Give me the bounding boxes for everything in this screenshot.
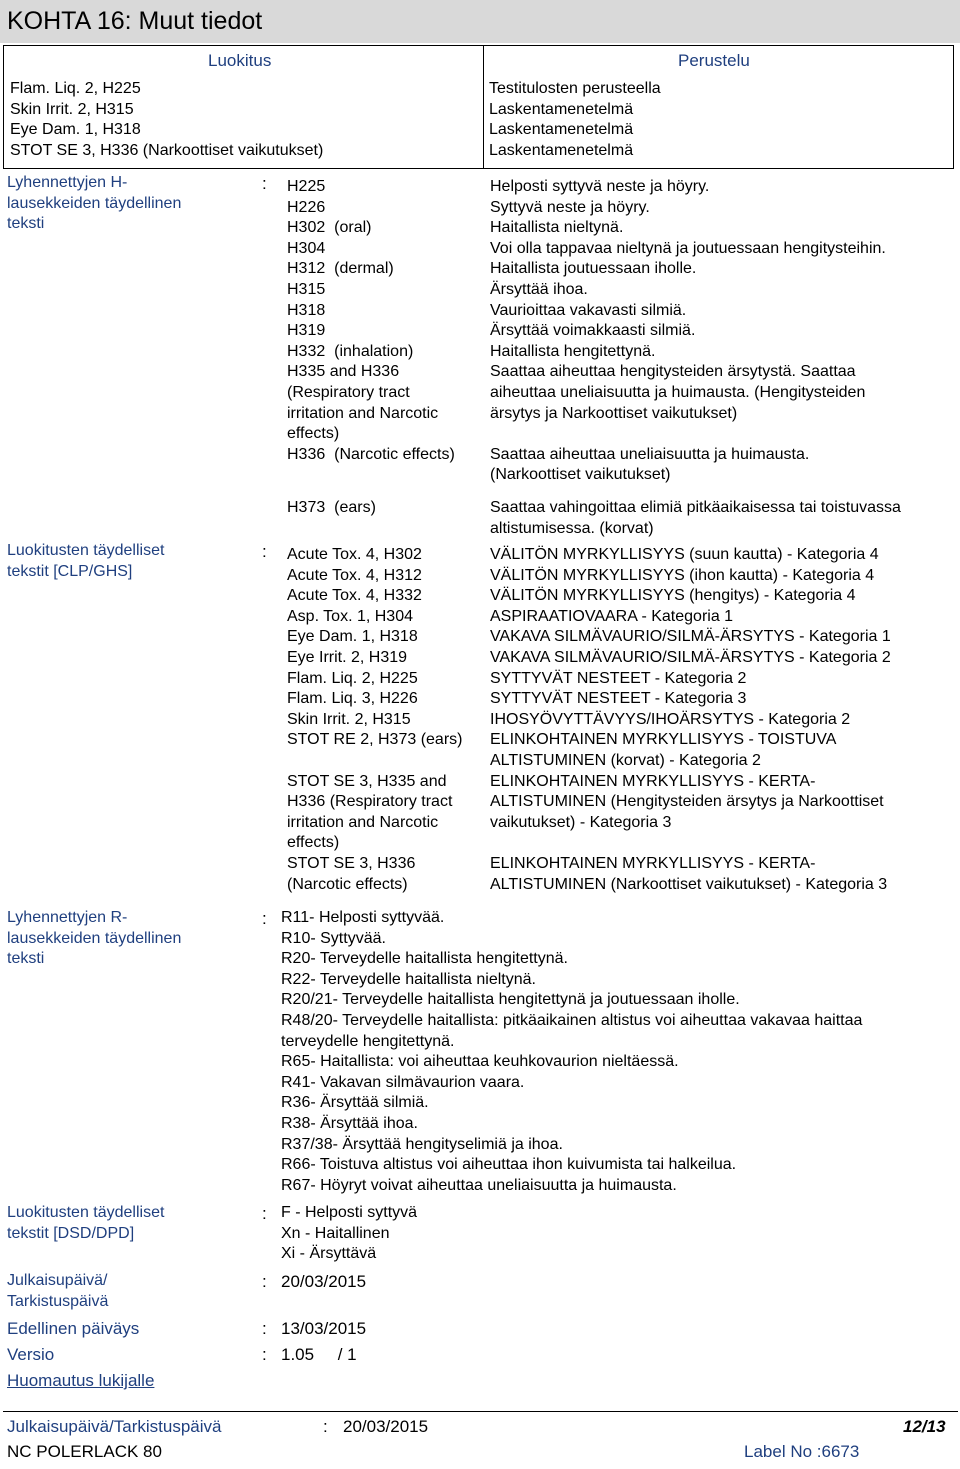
- r-phrase: R48/20- Terveydelle haitallista: pitkäaikainen altistus voi aiheuttaa vakavaa haittaa: [281, 1011, 863, 1029]
- footer-issue-label: Julkaisupäivä/Tarkistuspäivä: [7, 1417, 222, 1436]
- section-title: KOHTA 16: Muut tiedot: [7, 7, 263, 35]
- item-code: [287, 445, 455, 466]
- item-description: [490, 648, 891, 669]
- item-code-line: Acute Tox. 4, H302: [287, 546, 422, 563]
- product-name: NC POLERLACK 80: [7, 1442, 162, 1461]
- item-description: [490, 689, 746, 710]
- item-description: [490, 445, 809, 486]
- item-code: [287, 689, 418, 710]
- item-description: [490, 342, 655, 363]
- item-code: [287, 218, 371, 239]
- item-code: [287, 321, 325, 342]
- item-description: [490, 301, 686, 322]
- item-description-line: Helposti syttyvä neste ja höyry.: [490, 178, 710, 195]
- item-description-line: Vaurioittaa vakavasti silmiä.: [490, 301, 687, 319]
- item-description: [490, 280, 588, 301]
- version-label: Versio: [7, 1345, 55, 1364]
- previous-date-value: 13/03/2015: [281, 1319, 367, 1338]
- item-code: [287, 301, 325, 322]
- table-cell: Eye Dam. 1, H318: [10, 121, 141, 139]
- item-code-line: Flam. Liq. 3, H226: [287, 690, 418, 708]
- separator-colon: :: [262, 174, 267, 193]
- h-statements-label: [7, 173, 181, 235]
- item-description: [490, 730, 836, 771]
- item-code-line: STOT RE 2, H373 (ears): [287, 731, 463, 749]
- item-code: [287, 342, 413, 363]
- label-line: lausekkeiden täydellinen: [7, 194, 182, 212]
- item-code-line: H336 (Narcotic effects): [287, 445, 455, 463]
- item-code: [287, 566, 422, 587]
- item-code: [287, 586, 422, 607]
- table-cell: Skin Irrit. 2, H315: [10, 100, 134, 118]
- table-cell: Laskentamenetelmä: [489, 100, 634, 118]
- label-line: teksti: [7, 950, 45, 968]
- header-classification: Luokitus: [208, 51, 272, 70]
- item-code-line: H302 (oral): [287, 219, 372, 237]
- item-description-line: vaikutukset) - Kategoria 3: [490, 813, 672, 831]
- label-line: Luokitusten täydelliset: [7, 1204, 165, 1221]
- item-description: [490, 362, 865, 424]
- item-description: [490, 669, 746, 690]
- item-description-line: aiheuttaa uneliaisuutta ja huimausta. (Hengitysteiden: [490, 383, 866, 401]
- item-description-line: Saattaa vahingoittaa elimiä pitkäaikaisessa tai toistuvassa: [490, 499, 901, 516]
- item-description-line: Saattaa aiheuttaa uneliaisuutta ja huimausta.: [490, 445, 810, 463]
- item-code: [287, 362, 438, 444]
- item-code: [287, 648, 407, 669]
- item-description-line: Syttyvä neste ja höyry.: [490, 198, 650, 216]
- label-line: Tarkistuspäivä: [7, 1292, 109, 1310]
- separator-colon: :: [262, 909, 267, 928]
- item-description-line: VÄLITÖN MYRKYLLISYYS (ihon kautta) - Kategoria 4: [490, 566, 875, 584]
- r-phrase: R41- Vakavan silmävaurion vaara.: [281, 1073, 525, 1091]
- item-code: [287, 498, 376, 519]
- item-description-line: altistumisessa. (korvat): [490, 519, 654, 537]
- item-code: [287, 854, 415, 895]
- item-code: [287, 239, 325, 260]
- item-description-line: VÄLITÖN MYRKYLLISYYS (suun kautta) - Kategoria 4: [490, 546, 879, 563]
- item-code-line: H319: [287, 322, 326, 340]
- item-description-line: Ärsyttää ihoa.: [490, 281, 588, 298]
- item-description-line: IHOSYÖVYTTÄVYYS/IHOÄRSYTYS - Kategoria 2: [490, 710, 851, 728]
- item-code-line: Acute Tox. 4, H312: [287, 566, 422, 584]
- label-line: Luokitusten täydelliset: [7, 542, 165, 559]
- item-description: [490, 498, 901, 539]
- dsd-classes-label: [7, 1203, 164, 1244]
- item-description: [490, 177, 709, 198]
- item-description-line: SYTTYVÄT NESTEET - Kategoria 3: [490, 690, 747, 708]
- item-description-line: VAKAVA SILMÄVAURIO/SILMÄ-ÄRSYTYS - Kategoria 2: [490, 649, 891, 666]
- item-description-line: ELINKOHTAINEN MYRKYLLISYYS - KERTA-: [490, 855, 816, 872]
- table-cell: Laskentamenetelmä: [489, 121, 634, 139]
- item-description-line: Voi olla tappavaa nieltynä ja joutuessaan hengitysteihin.: [490, 239, 886, 257]
- r-phrase: terveydelle hengitettynä.: [281, 1032, 455, 1050]
- r-phrases-list: [281, 908, 862, 1196]
- item-code-line: H373 (ears): [287, 499, 376, 516]
- item-code: [287, 607, 413, 628]
- item-description-line: Haitallista hengitettynä.: [490, 342, 656, 360]
- item-description: [490, 259, 696, 280]
- item-code-line: H312 (dermal): [287, 260, 394, 278]
- item-code-line: (Respiratory tract: [287, 383, 410, 401]
- item-code: [287, 730, 462, 751]
- table-divider: [483, 46, 484, 168]
- item-description-line: SYTTYVÄT NESTEET - Kategoria 2: [490, 669, 747, 687]
- version-value: 1.05 / 1: [281, 1345, 357, 1364]
- separator-colon: :: [262, 1345, 267, 1364]
- item-code-line: effects): [287, 834, 340, 852]
- r-phrase: R37/38- Ärsyttää hengityselimiä ja ihoa.: [281, 1135, 563, 1153]
- separator-colon: :: [262, 1204, 267, 1223]
- issue-date-label: [7, 1271, 108, 1312]
- label-line: teksti: [7, 215, 45, 233]
- item-code-line: STOT SE 3, H335 and: [287, 772, 447, 790]
- item-code-line: H226: [287, 198, 326, 216]
- r-phrases-label: [7, 908, 181, 970]
- item-description-line: ELINKOHTAINEN MYRKYLLISYYS - KERTA-: [490, 772, 816, 790]
- section-header: [0, 0, 960, 43]
- item-description: [490, 607, 733, 628]
- notice-to-reader-label: Huomautus lukijalle: [7, 1371, 155, 1390]
- item-description-line: Haitallista nieltynä.: [490, 219, 624, 237]
- previous-date-label: Edellinen päiväys: [7, 1319, 140, 1338]
- table-cell: Flam. Liq. 2, H225: [10, 80, 141, 97]
- issue-date-value: 20/03/2015: [281, 1272, 367, 1291]
- item-description: [490, 854, 887, 895]
- item-description-line: VÄLITÖN MYRKYLLISYYS (hengitys) - Kategoria 4: [490, 587, 856, 605]
- r-phrase: R36- Ärsyttää silmiä.: [281, 1094, 429, 1112]
- r-phrase: R22- Terveydelle haitallista nieltynä.: [281, 970, 536, 988]
- dsd-classes-list: [281, 1203, 417, 1265]
- item-description: [490, 239, 886, 260]
- dsd-class: Xi - Ärsyttävä: [281, 1245, 377, 1263]
- r-phrase: R65- Haitallista: voi aiheuttaa keuhkovaurion nieltäessä.: [281, 1053, 679, 1071]
- item-description-line: ALTISTUMINEN (korvat) - Kategoria 2: [490, 751, 761, 769]
- item-code-line: STOT SE 3, H336: [287, 855, 416, 872]
- r-phrase: R10- Syttyvää.: [281, 929, 386, 947]
- item-code: [287, 669, 418, 690]
- page-number: 12/13: [903, 1417, 946, 1436]
- item-code-line: (Narcotic effects): [287, 875, 408, 893]
- item-code-line: Acute Tox. 4, H332: [287, 587, 422, 605]
- classification-table: [3, 45, 954, 169]
- dsd-class: F - Helposti syttyvä: [281, 1204, 418, 1221]
- item-code: [287, 280, 325, 301]
- r-phrase: R66- Toistuva altistus voi aiheuttaa ihon kuivumista tai halkeilua.: [281, 1156, 737, 1174]
- basis-column: [489, 79, 661, 161]
- item-description: [490, 545, 879, 566]
- label-number: Label No :6673: [744, 1442, 860, 1461]
- item-code-line: Asp. Tox. 1, H304: [287, 607, 413, 625]
- label-line: lausekkeiden täydellinen: [7, 929, 182, 947]
- item-code-line: irritation and Narcotic: [287, 404, 439, 422]
- item-code: [287, 627, 418, 648]
- item-code-line: irritation and Narcotic: [287, 813, 439, 831]
- item-code-line: Eye Dam. 1, H318: [287, 628, 418, 646]
- item-code: [287, 259, 394, 280]
- item-description-line: ELINKOHTAINEN MYRKYLLISYYS - TOISTUVA: [490, 731, 837, 749]
- item-code-line: Flam. Liq. 2, H225: [287, 669, 418, 687]
- item-code: [287, 177, 325, 198]
- classification-column: [10, 79, 323, 161]
- item-code: [287, 772, 452, 854]
- item-code: [287, 198, 325, 219]
- item-code-line: H318: [287, 301, 326, 319]
- item-description: [490, 710, 850, 731]
- item-description: [490, 198, 650, 219]
- clp-classes-label: [7, 541, 164, 582]
- separator-colon: :: [262, 1319, 267, 1338]
- item-description: [490, 772, 884, 834]
- table-cell: Laskentamenetelmä: [489, 141, 634, 159]
- footer-issue-value: 20/03/2015: [343, 1417, 429, 1436]
- item-description: [490, 566, 874, 587]
- page-footer: [3, 1411, 958, 1468]
- item-code-line: H335 and H336: [287, 363, 400, 381]
- item-description-line: ASPIRAATIOVAARA - Kategoria 1: [490, 607, 734, 625]
- item-code-line: Skin Irrit. 2, H315: [287, 710, 411, 728]
- item-code: [287, 545, 422, 566]
- item-code-line: H225: [287, 178, 326, 195]
- item-description-line: (Narkoottiset vaikutukset): [490, 466, 671, 484]
- item-description-line: Ärsyttää voimakkaasti silmiä.: [490, 322, 696, 340]
- separator-colon: :: [323, 1417, 328, 1436]
- label-line: tekstit [DSD/DPD]: [7, 1224, 135, 1242]
- item-description: [490, 586, 855, 607]
- item-code: [287, 710, 411, 731]
- item-description-line: VAKAVA SILMÄVAURIO/SILMÄ-ÄRSYTYS - Kategoria 1: [490, 628, 891, 646]
- table-cell: Testitulosten perusteella: [489, 80, 661, 97]
- r-phrase: R11- Helposti syttyvää.: [281, 909, 445, 926]
- item-description: [490, 321, 695, 342]
- r-phrase: R20/21- Terveydelle haitallista hengitettynä ja joutuessaan iholle.: [281, 991, 740, 1009]
- item-code-line: effects): [287, 425, 340, 443]
- r-phrase: R20- Terveydelle haitallista hengitettynä.: [281, 950, 568, 968]
- item-description: [490, 218, 623, 239]
- header-basis: Perustelu: [678, 51, 750, 70]
- label-line: tekstit [CLP/GHS]: [7, 562, 133, 580]
- item-description: [490, 627, 891, 648]
- item-code-line: H304: [287, 239, 326, 257]
- dsd-class: Xn - Haitallinen: [281, 1224, 390, 1242]
- r-phrase: R38- Ärsyttää ihoa.: [281, 1114, 418, 1132]
- label-line: Lyhennettyjen R-: [7, 909, 128, 926]
- table-cell: STOT SE 3, H336 (Narkoottiset vaikutukset): [10, 141, 324, 159]
- item-description-line: ärsytys ja Narkoottiset vaikutukset): [490, 404, 738, 422]
- item-description-line: Haitallista joutuessaan iholle.: [490, 260, 697, 278]
- item-description-line: ALTISTUMINEN (Hengitysteiden ärsytys ja Narkoottiset: [490, 793, 884, 811]
- item-code-line: H336 (Respiratory tract: [287, 793, 453, 811]
- item-code-line: H332 (inhalation): [287, 342, 414, 360]
- item-description-line: ALTISTUMINEN (Narkoottiset vaikutukset) - Kategoria 3: [490, 875, 888, 893]
- label-line: Lyhennettyjen H-: [7, 174, 128, 191]
- item-code-line: Eye Irrit. 2, H319: [287, 649, 408, 666]
- item-description-line: Saattaa aiheuttaa hengitysteiden ärsytystä. Saattaa: [490, 363, 856, 381]
- separator-colon: :: [262, 1272, 267, 1291]
- r-phrase: R67- Höyryt voivat aiheuttaa uneliaisuutta ja huimausta.: [281, 1176, 677, 1194]
- label-line: Julkaisupäivä/: [7, 1272, 108, 1289]
- item-code-line: H315: [287, 281, 326, 298]
- separator-colon: :: [262, 542, 267, 561]
